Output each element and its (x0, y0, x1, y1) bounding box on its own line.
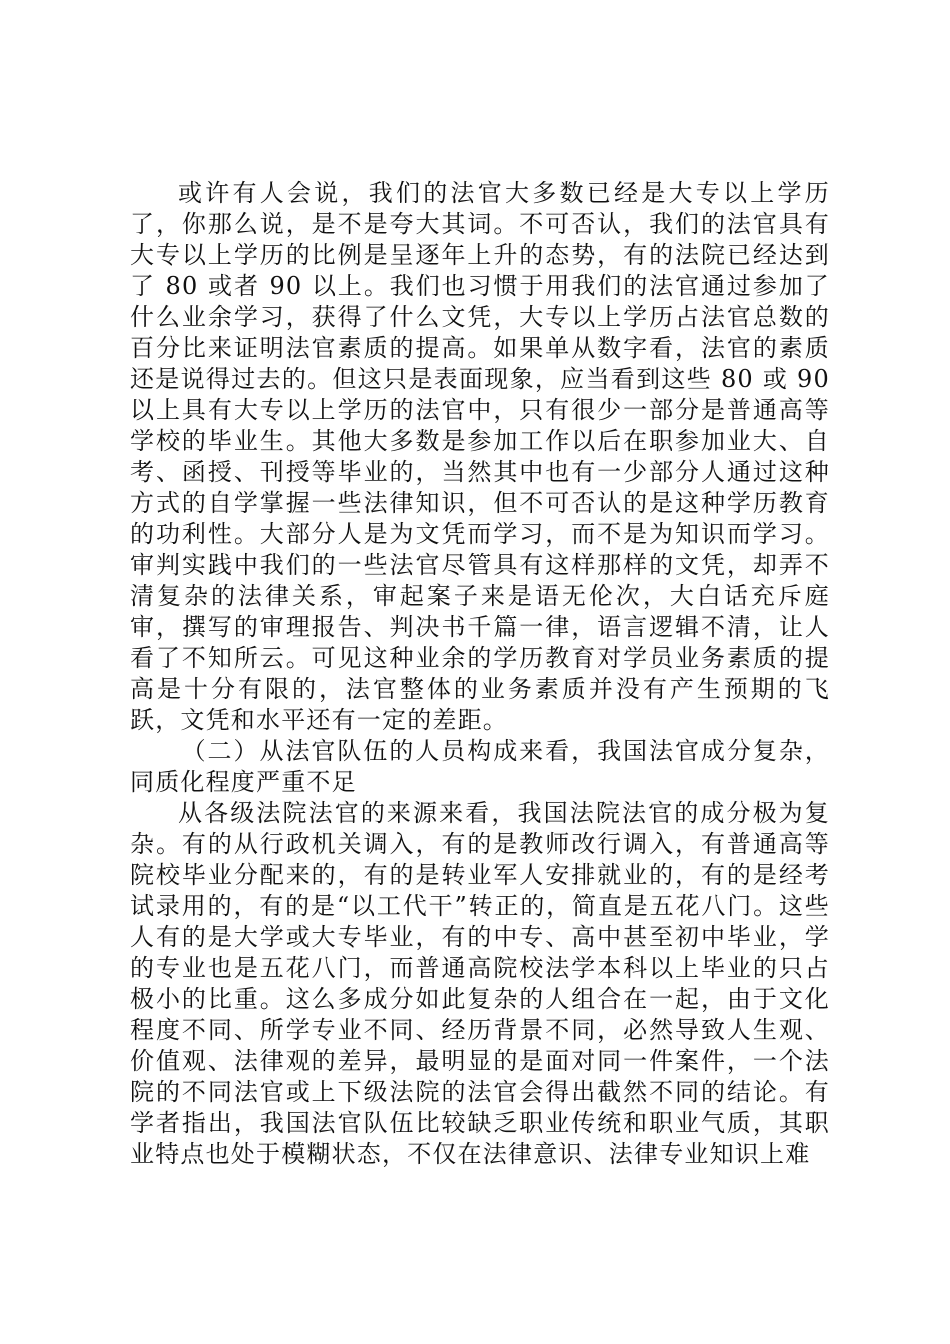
document-body (130, 178, 830, 1170)
section-heading-composition: （二）从法官队伍的人员构成来看，我国法官成分复杂，同质化程度严重不足 (130, 737, 830, 796)
paragraph-judge-sources: 从各级法院法官的来源来看，我国法院法官的成分极为复杂。有的从行政机关调入，有的是教师改行调入，有普通高等院校毕业分配来的，有的是转业军人安排就业的，有的是经考试录用的，有的是“以工代干”转正的，简直是五花八门。这些人有的是大学或大专毕业，有的中专、高中甚至初中毕业，学的专业也是五花八门，而普通高院校法学本科以上毕业的只占极小的比重。这么多成分如此复杂的人组合在一起，由于文化程度不同、所学专业不同、经历背景不同，必然导致人生观、价值观、法律观的差异，最明显的是面对同一件案件，一个法院的不同法官或上下级法院的法官会得出截然不同的结论。有学者指出，我国法官队伍比较缺乏职业传统和职业气质，其职业特点也处于模糊状态，不仅在法律意识、法律专业知识上难 (130, 799, 830, 1168)
paragraph-education-diplomas: 或许有人会说，我们的法官大多数已经是大专以上学历了，你那么说，是不是夸大其词。不可否认，我们的法官具有大专以上学历的比例是呈逐年上升的态势，有的法院已经达到了 80 或者 90 以上。我们也习惯于用我们的法官通过参加了什么业余学习，获得了什么文凭，大专以上学历占法官总数的百分比来证明法官素质的提高。如果单从数字看，法官的素质还是说得过去的。但这只是表面现象，应当看到这些 80 或 90 以上具有大专以上学历的法官中，只有很少一部分是普通高等学校的毕业生。其他大多数是参加工作以后在职参加业大、自考、函授、刊授等毕业的，当然其中也有一少部分人通过这种方式的自学掌握一些法律知识，但不可否认的是这种学历教育的功利性。大部分人是为文凭而学习，而不是为知识而学习。审判实践中我们的一些法官尽管具有这样那样的文凭，却弄不清复杂的法律关系，审起案子来是语无伦次，大白话充斥庭审，撰写的审理报告、判决书千篇一律，语言逻辑不清，让人看了不知所云。可见这种业余的学历教育对学员业务素质的提高是十分有限的，法官整体的业务素质并没有产生预期的飞跃，文凭和水平还有一定的差距。 (130, 179, 830, 734)
